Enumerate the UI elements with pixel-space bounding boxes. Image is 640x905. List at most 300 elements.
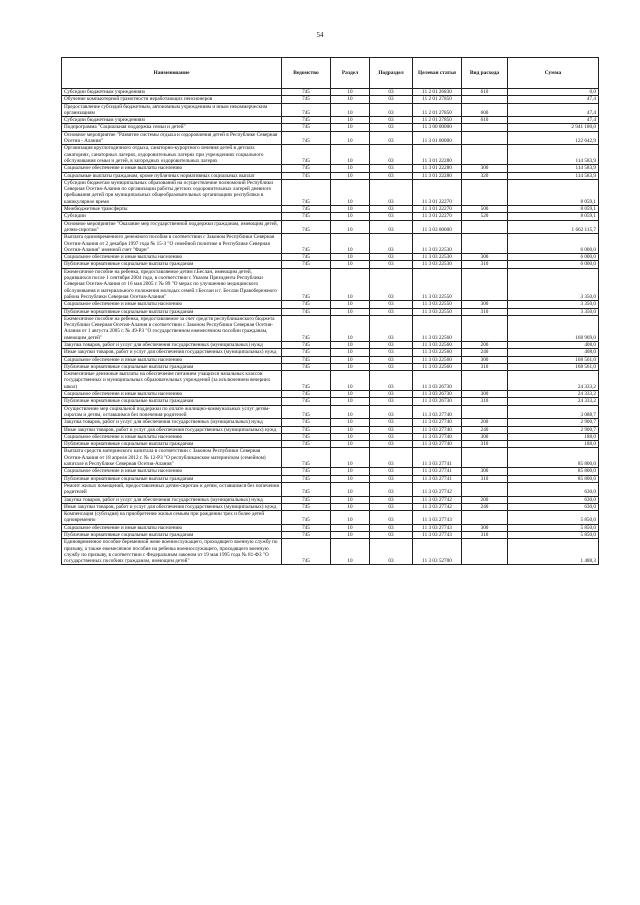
- row-department-cell: 745: [282, 511, 331, 525]
- row-expense-type-cell: 310: [462, 532, 508, 539]
- row-section-cell: 10: [331, 539, 370, 565]
- row-target-item-cell: 11 3 03 22550: [413, 268, 462, 300]
- row-section-cell: 10: [331, 315, 370, 341]
- row-subsection-cell: 03: [370, 179, 413, 205]
- row-section-cell: 10: [331, 124, 370, 131]
- row-subsection-cell: 03: [370, 433, 413, 440]
- row-name-cell: Социальное обеспечение и иные выплаты населению: [62, 254, 282, 261]
- row-amount-cell: 85 800,0: [508, 448, 599, 468]
- row-name-cell: Субсидии бюджетам муниципальных образований на осуществление полномочий Республики Северная Осетия-Алания по организации работы детских оздоровительных лагерей дневного пребывания детей при муниципальных общеобразовательных организациях республики в каникулярное время: [62, 179, 282, 205]
- row-target-item-cell: 11 3 03 22560: [413, 315, 462, 341]
- row-amount-cell: 6 000,0: [508, 261, 599, 268]
- budget-table: [61, 57, 599, 565]
- row-expense-type-cell: [462, 315, 508, 341]
- row-department-cell: 745: [282, 496, 331, 503]
- row-section-cell: 10: [331, 301, 370, 308]
- row-expense-type-cell: 310: [462, 308, 508, 315]
- row-target-item-cell: 11 3 03 27743: [413, 511, 462, 525]
- row-section-cell: 10: [331, 496, 370, 503]
- row-amount-cell: 168 969,0: [508, 315, 599, 341]
- row-expense-type-cell: [462, 405, 508, 419]
- row-section-cell: 10: [331, 234, 370, 254]
- table-row: [62, 341, 599, 348]
- row-subsection-cell: 03: [370, 96, 413, 103]
- row-subsection-cell: 03: [370, 308, 413, 315]
- row-department-cell: 745: [282, 131, 331, 145]
- row-subsection-cell: 03: [370, 398, 413, 405]
- table-row: [62, 356, 599, 363]
- row-section-cell: 10: [331, 213, 370, 220]
- table-row: [62, 391, 599, 398]
- row-section-cell: 10: [331, 468, 370, 475]
- row-department-cell: 745: [282, 234, 331, 254]
- row-expense-type-cell: 300: [462, 468, 508, 475]
- row-section-cell: 10: [331, 220, 370, 234]
- row-subsection-cell: 03: [370, 124, 413, 131]
- row-name-cell: Публичные нормативные социальные выплаты гражданам: [62, 532, 282, 539]
- table-row: [62, 96, 599, 103]
- row-expense-type-cell: [462, 371, 508, 391]
- row-subsection-cell: 03: [370, 539, 413, 565]
- row-department-cell: 745: [282, 349, 331, 356]
- row-subsection-cell: 03: [370, 356, 413, 363]
- table-row: [62, 511, 599, 525]
- table-row: [62, 301, 599, 308]
- row-subsection-cell: 03: [370, 532, 413, 539]
- row-subsection-cell: 03: [370, 206, 413, 213]
- row-subsection-cell: 03: [370, 468, 413, 475]
- row-expense-type-cell: 240: [462, 349, 508, 356]
- row-department-cell: 745: [282, 172, 331, 179]
- row-section-cell: 10: [331, 441, 370, 448]
- row-target-item-cell: 11 3 03 27740: [413, 441, 462, 448]
- row-subsection-cell: 03: [370, 117, 413, 124]
- row-target-item-cell: 11 3 03 27741: [413, 475, 462, 482]
- row-section-cell: 10: [331, 398, 370, 405]
- row-name-cell: Публичные нормативные социальные выплаты гражданам: [62, 475, 282, 482]
- row-section-cell: 10: [331, 448, 370, 468]
- row-name-cell: Иные закупки товаров, работ и услуг для обеспечения государственных (муниципальных) нужд: [62, 503, 282, 510]
- row-department-cell: 745: [282, 261, 331, 268]
- row-department-cell: 745: [282, 433, 331, 440]
- row-target-item-cell: 11 3 03 22560: [413, 341, 462, 348]
- row-target-item-cell: 11 3 03 22530: [413, 261, 462, 268]
- row-name-cell: Социальное обеспечение и иные выплаты населению: [62, 356, 282, 363]
- row-expense-type-cell: [462, 179, 508, 205]
- row-department-cell: 745: [282, 220, 331, 234]
- row-amount-cell: 1 662 115,7: [508, 220, 599, 234]
- row-expense-type-cell: 200: [462, 496, 508, 503]
- row-section-cell: 10: [331, 131, 370, 145]
- row-target-item-cell: 11 3 01 22270: [413, 179, 462, 205]
- row-name-cell: Публичные нормативные социальные выплаты гражданам: [62, 308, 282, 315]
- table-row: [62, 103, 599, 117]
- row-section-cell: 10: [331, 165, 370, 172]
- row-name-cell: Выплата единовременного денежного пособия в соответствии с Законом Республики Северная Осетия-Алания от 2 декабря 1997 года № 15-З "О семейной политике в Республике Северная Осетия-Алания" именной счет "Фарн": [62, 234, 282, 254]
- row-section-cell: 10: [331, 511, 370, 525]
- row-name-cell: Социальное обеспечение и иные выплаты населению: [62, 524, 282, 531]
- row-section-cell: 10: [331, 206, 370, 213]
- row-amount-cell: 8 059,1: [508, 213, 599, 220]
- row-amount-cell: 188,0: [508, 433, 599, 440]
- row-expense-type-cell: 200: [462, 341, 508, 348]
- row-name-cell: Социальное обеспечение и иные выплаты населению: [62, 468, 282, 475]
- row-name-cell: Социальные выплаты гражданам, кроме публичных нормативных социальных выплат: [62, 172, 282, 179]
- row-department-cell: 745: [282, 426, 331, 433]
- row-amount-cell: 168 561,0: [508, 356, 599, 363]
- row-name-cell: Закупка товаров, работ и услуг для обеспечения государственных (муниципальных) нужд: [62, 419, 282, 426]
- table-row: [62, 89, 599, 96]
- row-expense-type-cell: 310: [462, 475, 508, 482]
- row-amount-cell: 6 000,0: [508, 254, 599, 261]
- row-expense-type-cell: 300: [462, 165, 508, 172]
- row-amount-cell: 122 642,9: [508, 131, 599, 145]
- row-department-cell: 745: [282, 419, 331, 426]
- row-amount-cell: 168 561,0: [508, 363, 599, 370]
- row-subsection-cell: 03: [370, 405, 413, 419]
- row-name-cell: Предоставление субсидий бюджетным, автономным учреждениям и иным некоммерческим организациям: [62, 103, 282, 117]
- row-name-cell: Субсидии бюджетным учреждениям: [62, 117, 282, 124]
- row-amount-cell: 47,4: [508, 96, 599, 103]
- row-subsection-cell: 03: [370, 315, 413, 341]
- row-subsection-cell: 03: [370, 89, 413, 96]
- row-name-cell: Социальное обеспечение и иные выплаты населению: [62, 433, 282, 440]
- row-target-item-cell: 11 3 03 27740: [413, 433, 462, 440]
- row-subsection-cell: 03: [370, 131, 413, 145]
- row-department-cell: 745: [282, 468, 331, 475]
- row-expense-type-cell: 300: [462, 301, 508, 308]
- row-amount-cell: 8 059,1: [508, 179, 599, 205]
- table-row: [62, 145, 599, 165]
- row-section-cell: 10: [331, 371, 370, 391]
- row-section-cell: 10: [331, 89, 370, 96]
- row-expense-type-cell: [462, 482, 508, 496]
- row-section-cell: 10: [331, 356, 370, 363]
- row-target-item-cell: 11 3 01 22280: [413, 165, 462, 172]
- row-target-item-cell: 11 3 03 22560: [413, 356, 462, 363]
- row-section-cell: 10: [331, 103, 370, 117]
- row-target-item-cell: 11 3 03 22550: [413, 301, 462, 308]
- row-expense-type-cell: 240: [462, 426, 508, 433]
- row-expense-type-cell: 600: [462, 103, 508, 117]
- row-subsection-cell: 03: [370, 165, 413, 172]
- row-expense-type-cell: [462, 131, 508, 145]
- table-row: [62, 448, 599, 468]
- row-department-cell: 745: [282, 356, 331, 363]
- row-amount-cell: 47,4: [508, 117, 599, 124]
- table-row: [62, 165, 599, 172]
- row-department-cell: 745: [282, 124, 331, 131]
- row-target-item-cell: 11 3 03 27742: [413, 503, 462, 510]
- row-target-item-cell: 11 3 03 27740: [413, 426, 462, 433]
- row-amount-cell: 114 583,9: [508, 172, 599, 179]
- row-expense-type-cell: 610: [462, 89, 508, 96]
- row-name-cell: Социальное обеспечение и иные выплаты населению: [62, 165, 282, 172]
- row-subsection-cell: 03: [370, 234, 413, 254]
- table-row: [62, 254, 599, 261]
- row-section-cell: 10: [331, 145, 370, 165]
- row-section-cell: 10: [331, 308, 370, 315]
- row-department-cell: 745: [282, 448, 331, 468]
- column-header-subsection: Подраздел: [370, 58, 413, 89]
- row-subsection-cell: 03: [370, 349, 413, 356]
- row-amount-cell: 3 350,0: [508, 308, 599, 315]
- row-amount-cell: 24 333,2: [508, 371, 599, 391]
- row-expense-type-cell: 200: [462, 419, 508, 426]
- row-section-cell: 10: [331, 482, 370, 496]
- row-target-item-cell: 11 3 01 00000: [413, 131, 462, 145]
- row-expense-type-cell: 610: [462, 117, 508, 124]
- row-subsection-cell: 03: [370, 391, 413, 398]
- row-target-item-cell: 11 3 03 27743: [413, 532, 462, 539]
- row-expense-type-cell: [462, 220, 508, 234]
- row-name-cell: Осуществление мер социальной поддержки по оплате жилищно-коммунальных услуг детям-сиротам и детям, оставшимся без попечения родителей: [62, 405, 282, 419]
- row-subsection-cell: 03: [370, 441, 413, 448]
- row-amount-cell: 24 333,2: [508, 391, 599, 398]
- row-expense-type-cell: 240: [462, 503, 508, 510]
- row-department-cell: 745: [282, 96, 331, 103]
- column-header-amount: Сумма: [508, 58, 599, 89]
- row-amount-cell: 2 900,7: [508, 419, 599, 426]
- row-subsection-cell: 03: [370, 419, 413, 426]
- table-row: [62, 503, 599, 510]
- column-header-name: Наименование: [62, 58, 282, 89]
- row-amount-cell: 0,0: [508, 89, 599, 96]
- page-number: 54: [316, 31, 324, 39]
- row-department-cell: 745: [282, 117, 331, 124]
- row-department-cell: 745: [282, 475, 331, 482]
- row-name-cell: Публичные нормативные социальные выплаты гражданам: [62, 261, 282, 268]
- header-row: [62, 58, 599, 89]
- table-row: [62, 308, 599, 315]
- table-row: [62, 398, 599, 405]
- row-expense-type-cell: [462, 234, 508, 254]
- row-target-item-cell: 11 3 03 22560: [413, 363, 462, 370]
- row-name-cell: Основное мероприятие "Оказание мер государственной поддержки гражданам, имеющим детей, детям-сиротам": [62, 220, 282, 234]
- row-name-cell: Ежемесячные денежные выплаты на обеспечение питанием учащихся начальных классов государственных и муниципальных образовательных учреждений (за исключением вечерних школ): [62, 371, 282, 391]
- row-amount-cell: 5 850,0: [508, 524, 599, 531]
- row-target-item-cell: 11 3 01 22280: [413, 145, 462, 165]
- row-amount-cell: 5 850,0: [508, 511, 599, 525]
- table-row: [62, 441, 599, 448]
- table-row: [62, 468, 599, 475]
- row-department-cell: 745: [282, 503, 331, 510]
- row-subsection-cell: 03: [370, 103, 413, 117]
- row-target-item-cell: 11 3 03 00000: [413, 220, 462, 234]
- table-row: [62, 117, 599, 124]
- row-subsection-cell: 03: [370, 448, 413, 468]
- row-name-cell: Подпрограмма "Социальная поддержка семьи и детей": [62, 124, 282, 131]
- row-subsection-cell: 03: [370, 371, 413, 391]
- table-row: [62, 419, 599, 426]
- row-amount-cell: 188,0: [508, 441, 599, 448]
- row-section-cell: 10: [331, 179, 370, 205]
- row-department-cell: 745: [282, 268, 331, 300]
- row-department-cell: 745: [282, 213, 331, 220]
- row-expense-type-cell: [462, 448, 508, 468]
- row-name-cell: Единовременное пособие беременной жене военнослужащего, проходящего военную службу по призыву, а также ежемесячное пособие на ребенка военнослужащего, проходящего военную службу по призыву, в соответствии с Федеральным законом от 19 мая 1995 года № 81-ФЗ "О государственных пособиях гражданам, имеющим детей": [62, 539, 282, 565]
- row-department-cell: 745: [282, 539, 331, 565]
- row-name-cell: Иные закупки товаров, работ и услуг для обеспечения государственных (муниципальных) нужд: [62, 426, 282, 433]
- row-department-cell: 745: [282, 532, 331, 539]
- row-department-cell: 745: [282, 371, 331, 391]
- row-department-cell: 745: [282, 145, 331, 165]
- row-name-cell: Публичные нормативные социальные выплаты гражданам: [62, 363, 282, 370]
- row-target-item-cell: 11 3 01 22280: [413, 172, 462, 179]
- row-section-cell: 10: [331, 254, 370, 261]
- table-row: [62, 532, 599, 539]
- row-amount-cell: 630,0: [508, 503, 599, 510]
- row-name-cell: Субсидии: [62, 213, 282, 220]
- table-row: [62, 539, 599, 565]
- table-row: [62, 206, 599, 213]
- row-subsection-cell: 03: [370, 524, 413, 531]
- row-target-item-cell: 11 3 03 27740: [413, 405, 462, 419]
- row-department-cell: 745: [282, 482, 331, 496]
- row-amount-cell: 408,0: [508, 349, 599, 356]
- row-name-cell: Социальное обеспечение и иные выплаты населению: [62, 391, 282, 398]
- row-section-cell: 10: [331, 419, 370, 426]
- row-department-cell: 745: [282, 254, 331, 261]
- row-expense-type-cell: 300: [462, 391, 508, 398]
- table-row: [62, 234, 599, 254]
- row-expense-type-cell: 310: [462, 441, 508, 448]
- row-department-cell: 745: [282, 441, 331, 448]
- row-target-item-cell: 11 3 03 27742: [413, 496, 462, 503]
- row-name-cell: Организация круглогодичного отдыха, санаторно-курортного лечения детей в детских санаториях, санаторных лагерях, оздоровительных лагерях при учреждениях социального обслуживания семьи и детей, в загородных оздоровительных лагерях: [62, 145, 282, 165]
- row-expense-type-cell: 300: [462, 356, 508, 363]
- row-amount-cell: 630,0: [508, 482, 599, 496]
- row-subsection-cell: 03: [370, 254, 413, 261]
- row-department-cell: 745: [282, 524, 331, 531]
- row-department-cell: 745: [282, 308, 331, 315]
- row-subsection-cell: 03: [370, 172, 413, 179]
- row-subsection-cell: 03: [370, 475, 413, 482]
- row-amount-cell: 8 059,1: [508, 206, 599, 213]
- row-amount-cell: 5 850,0: [508, 532, 599, 539]
- table-row: [62, 131, 599, 145]
- table-row: [62, 172, 599, 179]
- row-expense-type-cell: [462, 96, 508, 103]
- row-expense-type-cell: 310: [462, 261, 508, 268]
- row-target-item-cell: 11 3 03 27741: [413, 448, 462, 468]
- row-section-cell: 10: [331, 426, 370, 433]
- row-section-cell: 10: [331, 405, 370, 419]
- row-subsection-cell: 03: [370, 220, 413, 234]
- row-amount-cell: 24 333,2: [508, 398, 599, 405]
- table-row: [62, 349, 599, 356]
- row-subsection-cell: 03: [370, 341, 413, 348]
- row-section-cell: 10: [331, 172, 370, 179]
- row-section-cell: 10: [331, 363, 370, 370]
- row-name-cell: Иные закупки товаров, работ и услуг для обеспечения государственных (муниципальных) нужд: [62, 349, 282, 356]
- row-expense-type-cell: [462, 145, 508, 165]
- row-name-cell: Ремонт жилых помещений, предоставленных детям-сиротам и детям, оставшимся без попечения родителей: [62, 482, 282, 496]
- row-target-item-cell: 11 3 01 22270: [413, 206, 462, 213]
- row-target-item-cell: 11 3 03 26730: [413, 371, 462, 391]
- row-target-item-cell: 11 3 03 26730: [413, 398, 462, 405]
- row-department-cell: 745: [282, 398, 331, 405]
- table-row: [62, 475, 599, 482]
- row-expense-type-cell: [462, 268, 508, 300]
- row-section-cell: 10: [331, 503, 370, 510]
- row-expense-type-cell: 310: [462, 398, 508, 405]
- row-target-item-cell: 11 3 03 27743: [413, 524, 462, 531]
- row-amount-cell: 630,0: [508, 496, 599, 503]
- row-subsection-cell: 03: [370, 496, 413, 503]
- row-amount-cell: 3 350,0: [508, 301, 599, 308]
- row-department-cell: 745: [282, 103, 331, 117]
- row-department-cell: 745: [282, 341, 331, 348]
- row-amount-cell: 3 088,7: [508, 405, 599, 419]
- table-row: [62, 482, 599, 496]
- row-name-cell: Публичные нормативные социальные выплаты гражданам: [62, 441, 282, 448]
- row-name-cell: Обучение компьютерной грамотности неработающих пенсионеров: [62, 96, 282, 103]
- row-expense-type-cell: 310: [462, 363, 508, 370]
- row-target-item-cell: 11 2 01 27850: [413, 96, 462, 103]
- table-row: [62, 496, 599, 503]
- row-subsection-cell: 03: [370, 145, 413, 165]
- table-row: [62, 124, 599, 131]
- row-name-cell: Основное мероприятие "Развитие системы отдыха и оздоровления детей в Республике Северная Осетия - Алания": [62, 131, 282, 145]
- row-section-cell: 10: [331, 391, 370, 398]
- row-department-cell: 745: [282, 391, 331, 398]
- row-section-cell: 10: [331, 433, 370, 440]
- row-expense-type-cell: [462, 124, 508, 131]
- table-row: [62, 363, 599, 370]
- row-name-cell: Межбюджетные трансферты: [62, 206, 282, 213]
- column-header-target-item: Целевая статья: [413, 58, 462, 89]
- row-target-item-cell: 11 3 00 00000: [413, 124, 462, 131]
- row-department-cell: 745: [282, 89, 331, 96]
- row-target-item-cell: 11 3 03 22560: [413, 349, 462, 356]
- row-expense-type-cell: [462, 511, 508, 525]
- row-section-cell: 10: [331, 524, 370, 531]
- row-target-item-cell: 11 3 03 26730: [413, 391, 462, 398]
- row-expense-type-cell: 320: [462, 172, 508, 179]
- column-header-section: Раздел: [331, 58, 370, 89]
- row-expense-type-cell: 300: [462, 254, 508, 261]
- row-section-cell: 10: [331, 268, 370, 300]
- row-subsection-cell: 03: [370, 363, 413, 370]
- row-subsection-cell: 03: [370, 503, 413, 510]
- row-amount-cell: 1 488,3: [508, 539, 599, 565]
- row-section-cell: 10: [331, 532, 370, 539]
- row-amount-cell: 2 900,7: [508, 426, 599, 433]
- row-subsection-cell: 03: [370, 426, 413, 433]
- row-target-item-cell: 11 3 03 22550: [413, 308, 462, 315]
- row-section-cell: 10: [331, 349, 370, 356]
- row-target-item-cell: 11 3 03 52700: [413, 539, 462, 565]
- row-name-cell: Ежемесячное пособие на ребенка, предоставляемое за счет средств республиканского бюджета Республики Северная Осетия-Алания в соответствии с Законом Республики Северная Осетия-Алания от 1 августа 2005 г. № 49-РЗ "О государственном ежемесячном пособии гражданам, имеющим детей": [62, 315, 282, 341]
- table-row: [62, 268, 599, 300]
- row-subsection-cell: 03: [370, 261, 413, 268]
- row-department-cell: 745: [282, 165, 331, 172]
- row-target-item-cell: 11 2 01 26830: [413, 89, 462, 96]
- row-amount-cell: 6 000,0: [508, 234, 599, 254]
- row-section-cell: 10: [331, 117, 370, 124]
- row-amount-cell: 47,4: [508, 103, 599, 117]
- row-subsection-cell: 03: [370, 268, 413, 300]
- row-target-item-cell: 11 3 01 22270: [413, 213, 462, 220]
- row-target-item-cell: 11 3 03 27742: [413, 482, 462, 496]
- row-expense-type-cell: 520: [462, 213, 508, 220]
- row-section-cell: 10: [331, 96, 370, 103]
- column-header-expense-type: Вид расхода: [462, 58, 508, 89]
- row-subsection-cell: 03: [370, 482, 413, 496]
- row-target-item-cell: 11 3 03 22530: [413, 234, 462, 254]
- row-section-cell: 10: [331, 475, 370, 482]
